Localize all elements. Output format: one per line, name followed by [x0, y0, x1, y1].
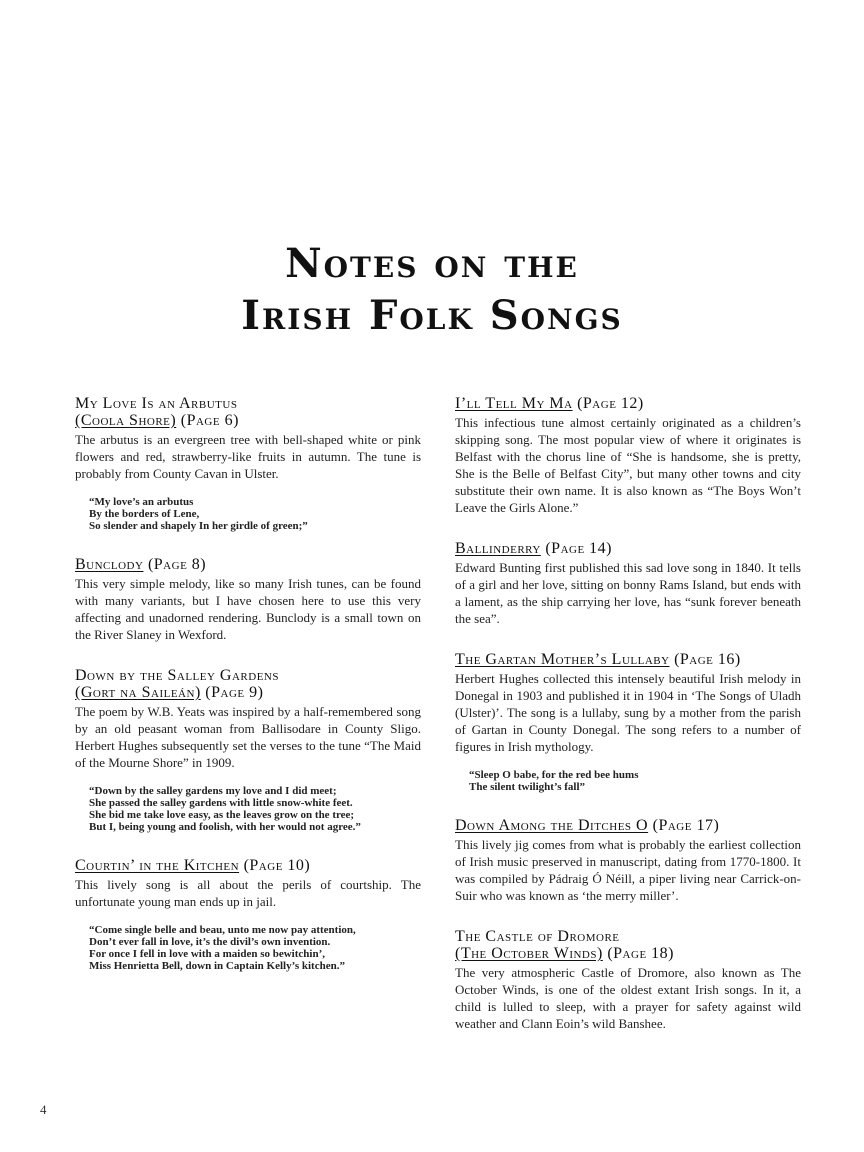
song-title: My Love Is an Arbutus: [75, 395, 238, 412]
page-number: 4: [40, 1102, 47, 1117]
verse-line: So slender and shapely In her girdle of green;”: [89, 520, 308, 532]
song-note: [455, 395, 801, 516]
song-title: Courtin’ in the Kitchen: [75, 857, 240, 874]
song-heading: [75, 395, 421, 429]
song-note: [455, 540, 801, 627]
song-note: [75, 667, 421, 833]
song-page-ref: (Page 14): [545, 540, 613, 557]
song-description: The very atmospheric Castle of Dromore, also known as The October Winds, is one of the oldest extant Irish songs. In it, a child is lulled to sleep, with a prayer for safety against wild weather and Clann Eoin’s wild Banshee.: [455, 965, 801, 1031]
song-description: This lively jig comes from what is probably the earliest collection of Irish music preserved in manuscript, dating from 1770-1800. It was compiled by Pádraig Ó Néill, a piper living near Carrick-on-Suir who was known as ‘the merry miller’.: [455, 837, 801, 903]
song-page-ref: (Page 6): [180, 412, 239, 429]
song-verse: [469, 769, 801, 793]
song-description: This infectious tune almost certainly originated as a children’s skipping song. The most popular view of where it originates is Belfast with the chorus line of “She is handsome, she is pretty, She is the Belle of Belfast City”, but many other towns and city substitute their own name. It is also known as “The Boys Won’t Leave the Girls Alone.”: [455, 415, 801, 515]
verse-line: Don’t ever fall in love, it’s the divil’s own invention.: [89, 936, 331, 948]
verse-line: Miss Henrietta Bell, down in Captain Kelly’s kitchen.”: [89, 960, 345, 972]
verse-line: But I, being young and foolish, with her would not agree.”: [89, 821, 361, 833]
song-subtitle: (Gort na Saileán): [75, 684, 201, 701]
verse-line: For once I fell in love with a maiden so bewitchin’,: [89, 948, 325, 960]
song-description: This very simple melody, like so many Irish tunes, can be found with many variants, but I have chosen here to use this very affecting and unadorned rendering. Bunclody is a small town on the River Slaney in Wexford.: [75, 576, 421, 642]
song-description: Edward Bunting first published this sad love song in 1840. It tells of a girl and her love, sitting on bonny Rams Island, but ends with a lament, as the ship carrying her love, has “sunk forever beneath the sea”.: [455, 560, 801, 626]
song-title: Bunclody: [75, 556, 144, 573]
song-verse: [89, 924, 421, 972]
song-description: This lively song is all about the perils of courtship. The unfortunate young man ends up in jail.: [75, 877, 421, 909]
song-page-ref: (Page 17): [652, 817, 720, 834]
song-note: [75, 556, 421, 643]
song-heading: [455, 817, 801, 834]
verse-line: The silent twilight’s fall”: [469, 781, 586, 793]
verse-line: She bid me take love easy, as the leaves grow on the tree;: [89, 809, 355, 821]
verse-line: “Down by the salley gardens my love and I did meet;: [89, 785, 337, 797]
song-subtitle: (Coola Shore): [75, 412, 177, 429]
song-title: Down Among the Ditches O: [455, 817, 649, 834]
song-note: [75, 395, 421, 532]
song-title: Down by the Salley Gardens: [75, 667, 279, 684]
page-title-line-1: Notes on the: [285, 240, 579, 287]
verse-line: She passed the salley gardens with little snow-white feet.: [89, 797, 353, 809]
song-heading: [75, 556, 421, 573]
song-title: The Castle of Dromore: [455, 928, 620, 945]
song-title: I’ll Tell My Ma: [455, 395, 573, 412]
song-heading: [455, 928, 801, 962]
song-subtitle: (The October Winds): [455, 945, 603, 962]
song-description: Herbert Hughes collected this intensely beautiful Irish melody in Donegal in 1903 and published it in 1904 in ‘The Songs of Uladh (Ulster)’. The song is a lullaby, sung by a mother from the parish of Gartan in County Donegal. The song refers to a number of figures in Irish mythology.: [455, 671, 801, 754]
verse-line: By the borders of Lene,: [89, 508, 200, 520]
song-heading: [455, 651, 801, 668]
song-description: The poem by W.B. Yeats was inspired by a half-remembered song by an old peasant woman from Ballisodare in County Sligo. Herbert Hughes subsequently set the verses to the tune “The Maid of the Mourne Shore” in 1909.: [75, 704, 421, 770]
song-verse: [89, 496, 421, 532]
song-heading: [75, 667, 421, 701]
song-page-ref: (Page 10): [243, 857, 311, 874]
song-note: [455, 651, 801, 793]
left-column: [75, 395, 421, 996]
verse-line: “Sleep O babe, for the red bee hums: [469, 769, 639, 781]
song-description: The arbutus is an evergreen tree with bell-shaped white or pink flowers and red, strawberry-like fruits in autumn. The tune is probably from County Cavan in Ulster.: [75, 432, 421, 481]
song-heading: [75, 857, 421, 874]
song-page-ref: (Page 16): [674, 651, 741, 668]
verse-line: “My love’s an arbutus: [89, 496, 194, 508]
song-note: [75, 857, 421, 972]
song-heading: [455, 540, 801, 557]
page-title-line-2: Irish Folk Songs: [241, 292, 623, 339]
song-page-ref: (Page 18): [607, 945, 674, 962]
song-page-ref: (Page 9): [205, 684, 264, 701]
song-note: [455, 817, 801, 904]
verse-line: “Come single belle and beau, unto me now pay attention,: [89, 924, 356, 936]
right-column: [455, 395, 801, 1056]
song-page-ref: (Page 8): [147, 556, 207, 573]
song-note: [455, 928, 801, 1032]
song-heading: [455, 395, 801, 412]
song-verse: [89, 785, 421, 833]
song-page-ref: (Page 12): [577, 395, 644, 412]
song-title: Ballinderry: [455, 540, 541, 557]
page-title: [0, 238, 864, 342]
song-title: The Gartan Mother’s Lullaby: [455, 651, 670, 668]
